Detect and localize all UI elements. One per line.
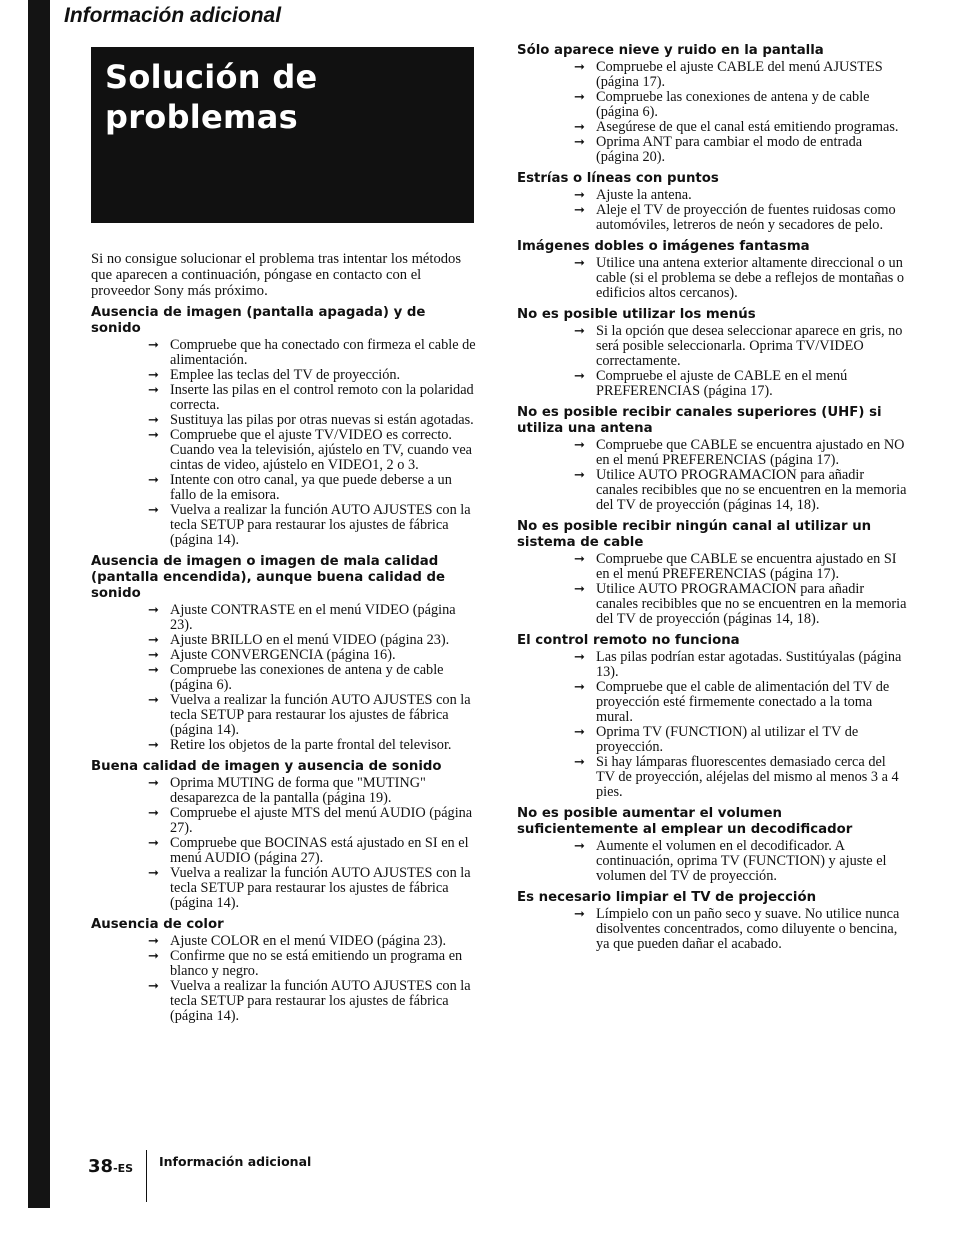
remedy-list bbox=[517, 256, 907, 301]
remedy-list bbox=[517, 438, 907, 513]
remedy-list bbox=[517, 552, 907, 627]
topic-heading: Estrías o líneas con puntos bbox=[517, 171, 719, 186]
remedy-item: ➞ Oprima ANT para cambiar el modo de entrada (página 20). bbox=[574, 135, 907, 165]
remedy-list bbox=[517, 907, 907, 952]
remedy-item: ➞ Retire los objetos de la parte frontal del televisor. bbox=[148, 738, 476, 753]
remedy-item: ➞ Sustituya las pilas por otras nuevas si están agotadas. bbox=[148, 413, 476, 428]
remedy-item: ➞ Utilice AUTO PROGRAMACION para añadir canales recibibles que no se encuentren en la memoria del TV de proyección (páginas 14, 18). bbox=[574, 582, 907, 627]
remedy-item: ➞ Compruebe el ajuste CABLE del menú AJUSTES (página 17). bbox=[574, 60, 907, 90]
footer-divider bbox=[146, 1150, 147, 1202]
remedy-item: ➞ Compruebe el ajuste de CABLE en el menú PREFERENCIAS (página 17). bbox=[574, 369, 907, 399]
troubleshooting-topic bbox=[517, 890, 907, 952]
page-title-line-1: Solución de bbox=[105, 58, 318, 96]
remedy-list bbox=[91, 338, 476, 548]
remedy-item: ➞ Utilice AUTO PROGRAMACION para añadir canales recibibles que no se encuentren en la memoria del TV de proyección (páginas 14, 18). bbox=[574, 468, 907, 513]
remedy-list bbox=[517, 839, 907, 884]
remedy-item: ➞ Ajuste COLOR en el menú VIDEO (página 23). bbox=[148, 934, 476, 949]
troubleshooting-topic bbox=[91, 917, 476, 1024]
remedy-list bbox=[517, 324, 907, 399]
footer-section-label: Información adicional bbox=[159, 1154, 312, 1169]
remedy-item: ➞ Compruebe las conexiones de antena y de cable (página 6). bbox=[148, 663, 476, 693]
right-topics bbox=[517, 43, 907, 952]
remedy-item: ➞ Límpielo con un paño seco y suave. No utilice nunca disolventes concentrados, como diluyente o bencina, ya que pueden dañar el acabado. bbox=[574, 907, 907, 952]
topic-heading: Imágenes dobles o imágenes fantasma bbox=[517, 239, 810, 254]
remedy-item: ➞ Compruebe que CABLE se encuentra ajustado en NO en el menú PREFERENCIAS (página 17). bbox=[574, 438, 907, 468]
topic-heading: El control remoto no funciona bbox=[517, 633, 740, 648]
troubleshooting-topic bbox=[517, 171, 907, 233]
topic-heading: Es necesario limpiar el TV de projección bbox=[517, 890, 817, 905]
troubleshooting-topic bbox=[517, 405, 907, 513]
remedy-item: ➞ Ajuste BRILLO en el menú VIDEO (página 23). bbox=[148, 633, 476, 648]
remedy-item: ➞ Aleje el TV de proyección de fuentes ruidosas como automóviles, letreros de neón y secadores de pelo. bbox=[574, 203, 907, 233]
topic-heading: Ausencia de imagen (pantalla apagada) y de sonido bbox=[91, 305, 426, 336]
section-label: Información adicional bbox=[64, 4, 282, 27]
troubleshooting-topic bbox=[91, 759, 476, 911]
remedy-item: ➞ Las pilas podrían estar agotadas. Sustitúyalas (página 13). bbox=[574, 650, 907, 680]
intro-paragraph: Si no consigue solucionar el problema tras intentar los métodos que aparecen a continuación, póngase en contacto con el proveedor Sony más próximo. bbox=[91, 251, 462, 299]
page-number bbox=[88, 1156, 133, 1180]
remedy-item: ➞ Compruebe que el cable de alimentación del TV de proyección esté firmemente conectado a la toma mural. bbox=[574, 680, 907, 725]
troubleshooting-topic bbox=[517, 633, 907, 800]
remedy-list bbox=[91, 934, 476, 1024]
remedy-item: ➞ Compruebe que CABLE se encuentra ajustado en SI en el menú PREFERENCIAS (página 17). bbox=[574, 552, 907, 582]
page-title bbox=[105, 57, 460, 137]
remedy-item: ➞ Asegúrese de que el canal está emitiendo programas. bbox=[574, 120, 907, 135]
remedy-item: ➞ Utilice una antena exterior altamente direccional o un cable (si el problema se debe a reflejos de montañas o edificios altos cercanos). bbox=[574, 256, 907, 301]
troubleshooting-topic bbox=[517, 43, 907, 165]
remedy-item: ➞ Vuelva a realizar la función AUTO AJUSTES con la tecla SETUP para restaurar los ajustes de fábrica (página 14). bbox=[148, 979, 476, 1024]
topic-heading: Buena calidad de imagen y ausencia de sonido bbox=[91, 759, 442, 774]
remedy-item: ➞ Aumente el volumen en el decodificador. A continuación, oprima TV (FUNCTION) y ajuste el volumen del TV de proyección. bbox=[574, 839, 907, 884]
left-column bbox=[91, 251, 476, 1030]
page-number-value: 38 bbox=[88, 1156, 114, 1177]
remedy-item: ➞ Oprima TV (FUNCTION) al utilizar el TV de proyección. bbox=[574, 725, 907, 755]
topic-heading: No es posible utilizar los menús bbox=[517, 307, 756, 322]
topic-heading: Sólo aparece nieve y ruido en la pantalla bbox=[517, 43, 824, 58]
title-box bbox=[91, 47, 474, 223]
remedy-item: ➞ Emplee las teclas del TV de proyección. bbox=[148, 368, 476, 383]
remedy-item: ➞ Intente con otro canal, ya que puede deberse a un fallo de la emisora. bbox=[148, 473, 476, 503]
remedy-item: ➞ Si hay lámparas fluorescentes demasiado cerca del TV de proyección, aléjelas del mismo al menos 3 a 4 pies. bbox=[574, 755, 907, 800]
topic-heading: Ausencia de color bbox=[91, 917, 224, 932]
remedy-list bbox=[517, 188, 907, 233]
topic-heading: No es posible aumentar el volumen suficientemente al emplear un decodificador bbox=[517, 806, 853, 837]
topic-heading: No es posible recibir ningún canal al utilizar un sistema de cable bbox=[517, 519, 872, 550]
left-topics bbox=[91, 305, 476, 1024]
page-title-line-2: problemas bbox=[105, 98, 298, 136]
remedy-list bbox=[91, 603, 476, 753]
troubleshooting-topic bbox=[91, 305, 476, 548]
remedy-item: ➞ Vuelva a realizar la función AUTO AJUSTES con la tecla SETUP para restaurar los ajustes de fábrica (página 14). bbox=[148, 503, 476, 548]
remedy-item: ➞ Compruebe el ajuste MTS del menú AUDIO (página 27). bbox=[148, 806, 476, 836]
remedy-item: ➞ Ajuste la antena. bbox=[574, 188, 907, 203]
remedy-item: ➞ Compruebe las conexiones de antena y de cable (página 6). bbox=[574, 90, 907, 120]
remedy-item: ➞ Vuelva a realizar la función AUTO AJUSTES con la tecla SETUP para restaurar los ajustes de fábrica (página 14). bbox=[148, 866, 476, 911]
troubleshooting-topic bbox=[517, 806, 907, 884]
remedy-list bbox=[91, 776, 476, 911]
remedy-item: ➞ Compruebe que BOCINAS está ajustado en SI en el menú AUDIO (página 27). bbox=[148, 836, 476, 866]
remedy-item: ➞ Oprima MUTING de forma que "MUTING" desaparezca de la pantalla (página 19). bbox=[148, 776, 476, 806]
remedy-item: ➞ Ajuste CONVERGENCIA (página 16). bbox=[148, 648, 476, 663]
troubleshooting-topic bbox=[517, 239, 907, 301]
remedy-item: ➞ Vuelva a realizar la función AUTO AJUSTES con la tecla SETUP para restaurar los ajustes de fábrica (página 14). bbox=[148, 693, 476, 738]
remedy-item: ➞ Compruebe que el ajuste TV/VIDEO es correcto. Cuando vea la televisión, ajústelo en TV, cuando vea cintas de video, ajústelo en VIDEO1, 2 o 3. bbox=[148, 428, 476, 473]
remedy-item: ➞ Inserte las pilas en el control remoto con la polaridad correcta. bbox=[148, 383, 476, 413]
page-edge-bar bbox=[28, 0, 50, 1208]
remedy-list bbox=[517, 60, 907, 165]
troubleshooting-topic bbox=[517, 307, 907, 399]
remedy-item: ➞ Compruebe que ha conectado con firmeza el cable de alimentación. bbox=[148, 338, 476, 368]
troubleshooting-topic bbox=[517, 519, 907, 627]
troubleshooting-topic bbox=[91, 554, 476, 753]
remedy-item: ➞ Si la opción que desea seleccionar aparece en gris, no será posible seleccionarla. Oprima TV/VIDEO correctamente. bbox=[574, 324, 907, 369]
topic-heading: No es posible recibir canales superiores (UHF) si utiliza una antena bbox=[517, 405, 882, 436]
remedy-item: ➞ Confirme que no se está emitiendo un programa en blanco y negro. bbox=[148, 949, 476, 979]
right-column bbox=[517, 43, 907, 958]
remedy-item: ➞ Ajuste CONTRASTE en el menú VIDEO (página 23). bbox=[148, 603, 476, 633]
remedy-list bbox=[517, 650, 907, 800]
topic-heading: Ausencia de imagen o imagen de mala calidad (pantalla encendida), aunque buena calidad de sonido bbox=[91, 554, 446, 601]
page-number-suffix: -ES bbox=[113, 1162, 134, 1175]
